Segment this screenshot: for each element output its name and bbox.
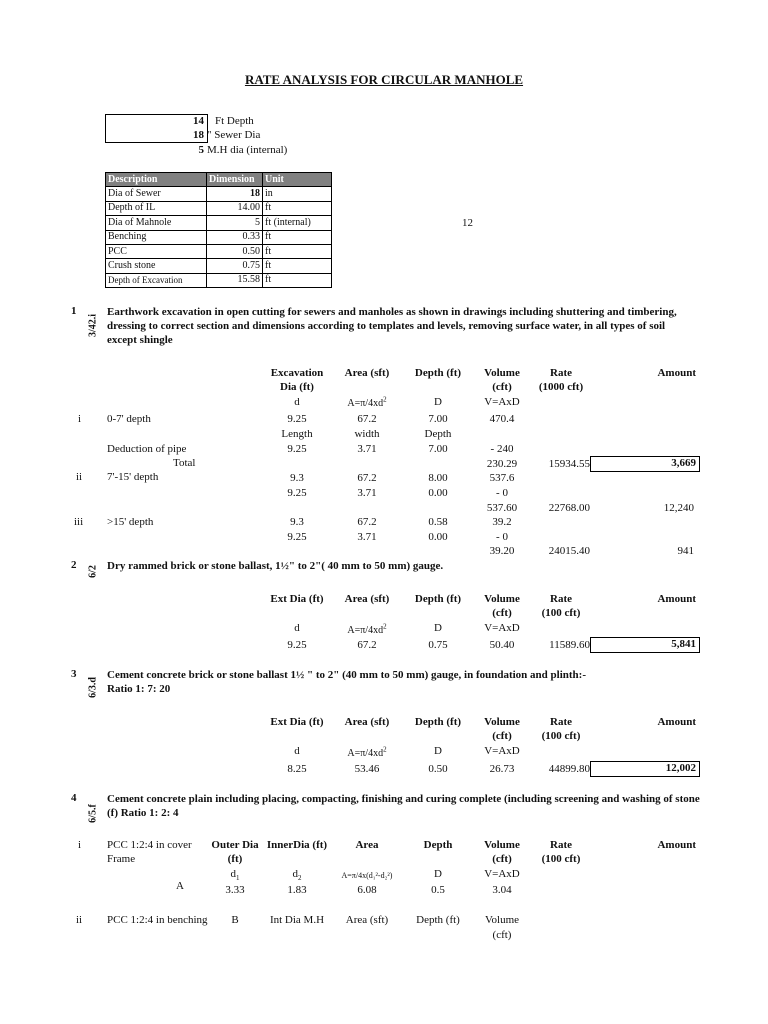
- item-1-iii-dia2: 9.25: [287, 531, 307, 543]
- row-unit: ft: [263, 230, 332, 244]
- item-1-deduction-length: 9.25: [287, 443, 307, 455]
- item-1-code: 3/42.i: [87, 313, 99, 338]
- item-4-formula-d2: [262, 868, 332, 881]
- header-dimension: Dimension: [207, 173, 263, 187]
- item-4-ii-int-dia: Int Dia M.H: [269, 914, 325, 926]
- item-4-a-label: A: [176, 880, 184, 892]
- item-3-number: 3: [71, 668, 77, 680]
- item-4-code: 6/5.f: [87, 804, 99, 823]
- item-3-formula-volume: V=AxD: [484, 745, 520, 757]
- item-1-ii-rate: 22768.00: [548, 502, 590, 514]
- formula-text: d: [292, 868, 298, 880]
- item-2-header-volume: Volume: [484, 593, 520, 605]
- item-4-formula-volume: V=AxD: [484, 868, 520, 880]
- row-unit: ft: [263, 201, 332, 215]
- item-1-formula-D: D: [434, 396, 442, 408]
- item-1-iii-amount: 941: [677, 545, 694, 557]
- item-2-formula-d: d: [294, 622, 300, 634]
- item-4-a-d1: 3.33: [225, 884, 245, 896]
- row-desc: Dia of Mahnole: [106, 216, 207, 230]
- item-3-formula-D: D: [434, 745, 442, 757]
- item-3-header-amount: Amount: [657, 716, 696, 728]
- item-4-i-roman: i: [78, 839, 82, 851]
- item-1-header-rate: Rate: [550, 367, 572, 379]
- item-3-amount: 12,002: [590, 761, 700, 777]
- item-1-ii-volume2: - 0: [496, 487, 508, 499]
- item-2-depth: 0.75: [428, 639, 448, 651]
- item-1-iii-volume2: - 0: [496, 531, 508, 543]
- row-dim: 14.00: [207, 201, 263, 215]
- row-unit: in: [263, 187, 332, 201]
- item-2-header-depth: Depth (ft): [414, 593, 462, 605]
- item-3-rate: 44899.80: [548, 763, 590, 775]
- item-4-ii-area: Area (sft): [345, 914, 389, 926]
- item-1-description: Earthwork excavation in open cutting for sewers and manholes as shown in drawings including shuttering and timbering, dressing to correct section and dimensions according to templates and levels, removing surface water, in all types of soil except shingle: [107, 306, 677, 346]
- item-2-description: Dry rammed brick or stone ballast, 1½" to 2"( 40 mm to 50 mm) gauge.: [107, 560, 444, 572]
- item-4-a-volume: 3.04: [492, 884, 512, 896]
- item-1-iii-label: >15' depth: [107, 516, 154, 528]
- row-dim: 15.58: [207, 273, 263, 287]
- row-unit: ft (internal): [263, 216, 332, 230]
- item-3-area: 53.46: [354, 763, 380, 775]
- item-4-header-rate-unit: (100 cft): [541, 853, 581, 865]
- item-2-header-volume-unit: (cft): [492, 607, 512, 619]
- item-1-total-rate: 15934.55: [548, 458, 590, 470]
- item-1-deduction-depth: 7.00: [428, 443, 448, 455]
- item-1-header-area: Area (sft): [344, 367, 390, 379]
- side-number: 12: [462, 217, 473, 229]
- row-desc: Depth of Excavation: [106, 273, 207, 287]
- formula-text: A=π/4xd: [347, 398, 384, 409]
- formula-sup: 2: [383, 395, 387, 404]
- row-desc: Crush stone: [106, 259, 207, 273]
- item-4-header-rate: Rate: [550, 839, 572, 851]
- row-dim: 0.50: [207, 244, 263, 258]
- item-3-code: 6/3.d: [87, 677, 99, 698]
- row-dim: 0.33: [207, 230, 263, 244]
- item-4-ii-label: PCC 1:2:4 in benching: [107, 914, 208, 926]
- item-1-header-depth: Depth (ft): [414, 367, 462, 379]
- formula-text: d: [230, 868, 236, 880]
- item-1-label-length: Length: [281, 428, 313, 440]
- item-3-header-rate: Rate: [550, 716, 572, 728]
- item-1-total-label: Total: [173, 457, 196, 469]
- item-4-header-volume-unit: (cft): [492, 853, 512, 865]
- sewer-dia-input-label: " Sewer Dia: [207, 129, 261, 141]
- item-2-header-dia: Ext Dia (ft): [270, 593, 324, 605]
- item-1-iii-rate: 24015.40: [548, 545, 590, 557]
- item-1-header-amount: Amount: [657, 367, 696, 379]
- table-row: [106, 216, 332, 230]
- item-1-header-excavation: Excavation: [270, 367, 324, 379]
- item-4-description: Cement concrete plain including placing, compacting, finishing and curing complete (including screening and washing of stone (f) Ratio 1: 2: 4: [107, 793, 700, 819]
- item-1-total-volume: 230.29: [486, 458, 518, 470]
- item-4-header-depth: Depth: [423, 839, 453, 851]
- header-unit: Unit: [263, 173, 332, 187]
- row-dim: 18: [207, 187, 263, 201]
- item-1-header-dia: Dia (ft): [280, 381, 314, 393]
- item-1-ii-volume: 537.6: [489, 472, 515, 484]
- item-4-i-label-2: Frame: [107, 853, 136, 865]
- item-1-deduction-volume: - 240: [490, 443, 514, 455]
- table-row: [106, 201, 332, 215]
- item-4-header-inner-dia: InnerDia (ft): [266, 839, 328, 851]
- item-3-formula-area: [332, 747, 402, 760]
- item-4-formula-D: D: [434, 868, 442, 880]
- item-4-i-label-1: PCC 1:2:4 in cover: [107, 839, 192, 851]
- row-unit: ft: [263, 259, 332, 273]
- depth-input-value[interactable]: 14: [193, 115, 204, 127]
- formula-sub: 2: [298, 874, 302, 883]
- item-1-ii-label: 7'-15' depth: [107, 471, 159, 483]
- item-3-header-dia: Ext Dia (ft): [270, 716, 324, 728]
- item-2-area: 67.2: [357, 639, 377, 651]
- item-4-ii-b: B: [231, 914, 239, 926]
- item-2-volume: 50.40: [489, 639, 515, 651]
- item-1-deduction-label: Deduction of pipe: [107, 443, 187, 455]
- item-1-i-volume: 470.4: [489, 413, 515, 425]
- item-2-header-rate: Rate: [550, 593, 572, 605]
- item-2-number: 2: [71, 559, 77, 571]
- item-3-header-rate-unit: (100 cft): [541, 730, 581, 742]
- item-1-iii-volume: 39.2: [492, 516, 512, 528]
- item-1-iii-volume3: 39.20: [489, 545, 515, 557]
- item-1-ii-depth: 8.00: [428, 472, 448, 484]
- item-2-dia: 9.25: [287, 639, 307, 651]
- table-row: [106, 259, 332, 273]
- item-4-a-area: 6.08: [357, 884, 377, 896]
- item-2-header-rate-unit: (100 cft): [541, 607, 581, 619]
- item-3-description: Cement concrete brick or stone ballast 1½ " to 2" (40 mm to 50 mm) gauge, in foundation and plinth:-: [107, 669, 586, 681]
- row-desc: PCC: [106, 244, 207, 258]
- item-1-iii-depth: 0.58: [428, 516, 448, 528]
- item-2-rate: 11589.60: [549, 639, 590, 651]
- item-4-formula-d1: [202, 868, 268, 881]
- row-dim: 0.75: [207, 259, 263, 273]
- item-1-iii-roman: iii: [74, 516, 84, 528]
- mh-dia-value: 5: [198, 144, 204, 156]
- item-3-depth: 0.50: [428, 763, 448, 775]
- item-1-formula-area: [332, 397, 402, 410]
- row-dim: 5: [207, 216, 263, 230]
- item-3-header-depth: Depth (ft): [414, 716, 462, 728]
- item-4-number: 4: [71, 792, 77, 804]
- item-3-formula-d: d: [294, 745, 300, 757]
- item-2-formula-area: [332, 624, 402, 637]
- item-2-formula-volume: V=AxD: [484, 622, 520, 634]
- item-1-ii-depth2: 0.00: [428, 487, 448, 499]
- formula-sup: 2: [383, 622, 387, 631]
- item-1-i-dia: 9.25: [287, 413, 307, 425]
- mh-dia-label: M.H dia (internal): [207, 144, 288, 156]
- item-1-ii-dia: 9.3: [290, 472, 304, 484]
- item-4-a-depth: 0.5: [431, 884, 445, 896]
- item-1-iii-depth2: 0.00: [428, 531, 448, 543]
- item-1-deduction-width: 3.71: [357, 443, 377, 455]
- item-1-ii-area: 67.2: [357, 472, 377, 484]
- item-3-volume: 26.73: [489, 763, 515, 775]
- item-4-header-amount: Amount: [657, 839, 696, 851]
- item-1-header-volume: Volume: [484, 367, 520, 379]
- item-4-a-d2: 1.83: [287, 884, 307, 896]
- row-desc: Benching: [106, 230, 207, 244]
- row-unit: ft: [263, 244, 332, 258]
- formula-sub: 1: [236, 874, 240, 883]
- row-unit: ft: [263, 273, 332, 287]
- item-2-amount: 5,841: [590, 637, 700, 653]
- item-4-header-area: Area: [355, 839, 379, 851]
- row-desc: Depth of IL: [106, 201, 207, 215]
- item-1-i-roman: i: [78, 413, 82, 425]
- item-3-header-volume-unit: (cft): [492, 730, 512, 742]
- item-1-header-volume-unit: (cft): [492, 381, 512, 393]
- item-4-header-volume: Volume: [484, 839, 520, 851]
- item-1-total-amount: 3,669: [590, 456, 700, 472]
- item-1-number: 1: [71, 305, 77, 317]
- item-1-ii-area2: 3.71: [357, 487, 377, 499]
- item-1-formula-volume: V=AxD: [484, 396, 520, 408]
- item-1-ii-amount: 12,240: [663, 502, 694, 514]
- item-1-label-depth: Depth: [424, 428, 452, 440]
- formula-text: A=π/4xd: [347, 625, 384, 636]
- item-2-formula-D: D: [434, 622, 442, 634]
- table-row: [106, 244, 332, 258]
- item-3-header-area: Area (sft): [344, 716, 390, 728]
- table-row: [106, 273, 332, 287]
- item-2-header-area: Area (sft): [344, 593, 390, 605]
- item-1-header-rate-unit: (1000 cft): [538, 381, 584, 393]
- item-1-label-width: width: [354, 428, 380, 440]
- item-4-ii-roman: ii: [76, 914, 83, 926]
- table-row: [106, 230, 332, 244]
- item-3-dia: 8.25: [287, 763, 307, 775]
- item-4-header-outer-dia: Outer Dia: [211, 839, 259, 851]
- dimension-table: [105, 172, 332, 288]
- item-1-iii-area: 67.2: [357, 516, 377, 528]
- header-description: Description: [106, 173, 207, 187]
- sewer-dia-input-value[interactable]: 18: [193, 129, 204, 141]
- item-1-i-label: 0-7' depth: [107, 413, 151, 425]
- page-title: RATE ANALYSIS FOR CIRCULAR MANHOLE: [244, 72, 524, 87]
- item-1-i-area: 67.2: [357, 413, 377, 425]
- item-1-ii-volume3: 537.60: [486, 502, 518, 514]
- item-4-ii-volume: Volume: [484, 914, 520, 926]
- item-4-formula-area: A=π/4x(d₁²-d₂²): [341, 871, 393, 880]
- item-4-header-outer-dia-unit: (ft): [227, 853, 243, 865]
- item-3-header-volume: Volume: [484, 716, 520, 728]
- row-desc: Dia of Sewer: [106, 187, 207, 201]
- formula-text: A=π/4xd: [347, 748, 384, 759]
- item-1-ii-dia2: 9.25: [287, 487, 307, 499]
- item-3-ratio: Ratio 1: 7: 20: [107, 683, 171, 695]
- table-row: [106, 187, 332, 201]
- item-1-iii-dia: 9.3: [290, 516, 304, 528]
- item-4-ii-volume-unit: (cft): [492, 929, 512, 941]
- depth-input-label: Ft Depth: [215, 115, 254, 127]
- dimension-table-header: [106, 173, 332, 187]
- item-2-header-amount: Amount: [657, 593, 696, 605]
- item-4-ii-depth: Depth (ft): [416, 914, 460, 926]
- item-1-iii-area2: 3.71: [357, 531, 377, 543]
- item-1-ii-roman: ii: [76, 471, 83, 483]
- item-1-formula-d: d: [294, 396, 300, 408]
- item-1-i-depth: 7.00: [428, 413, 448, 425]
- item-2-code: 6/2: [87, 565, 99, 578]
- formula-sup: 2: [383, 745, 387, 754]
